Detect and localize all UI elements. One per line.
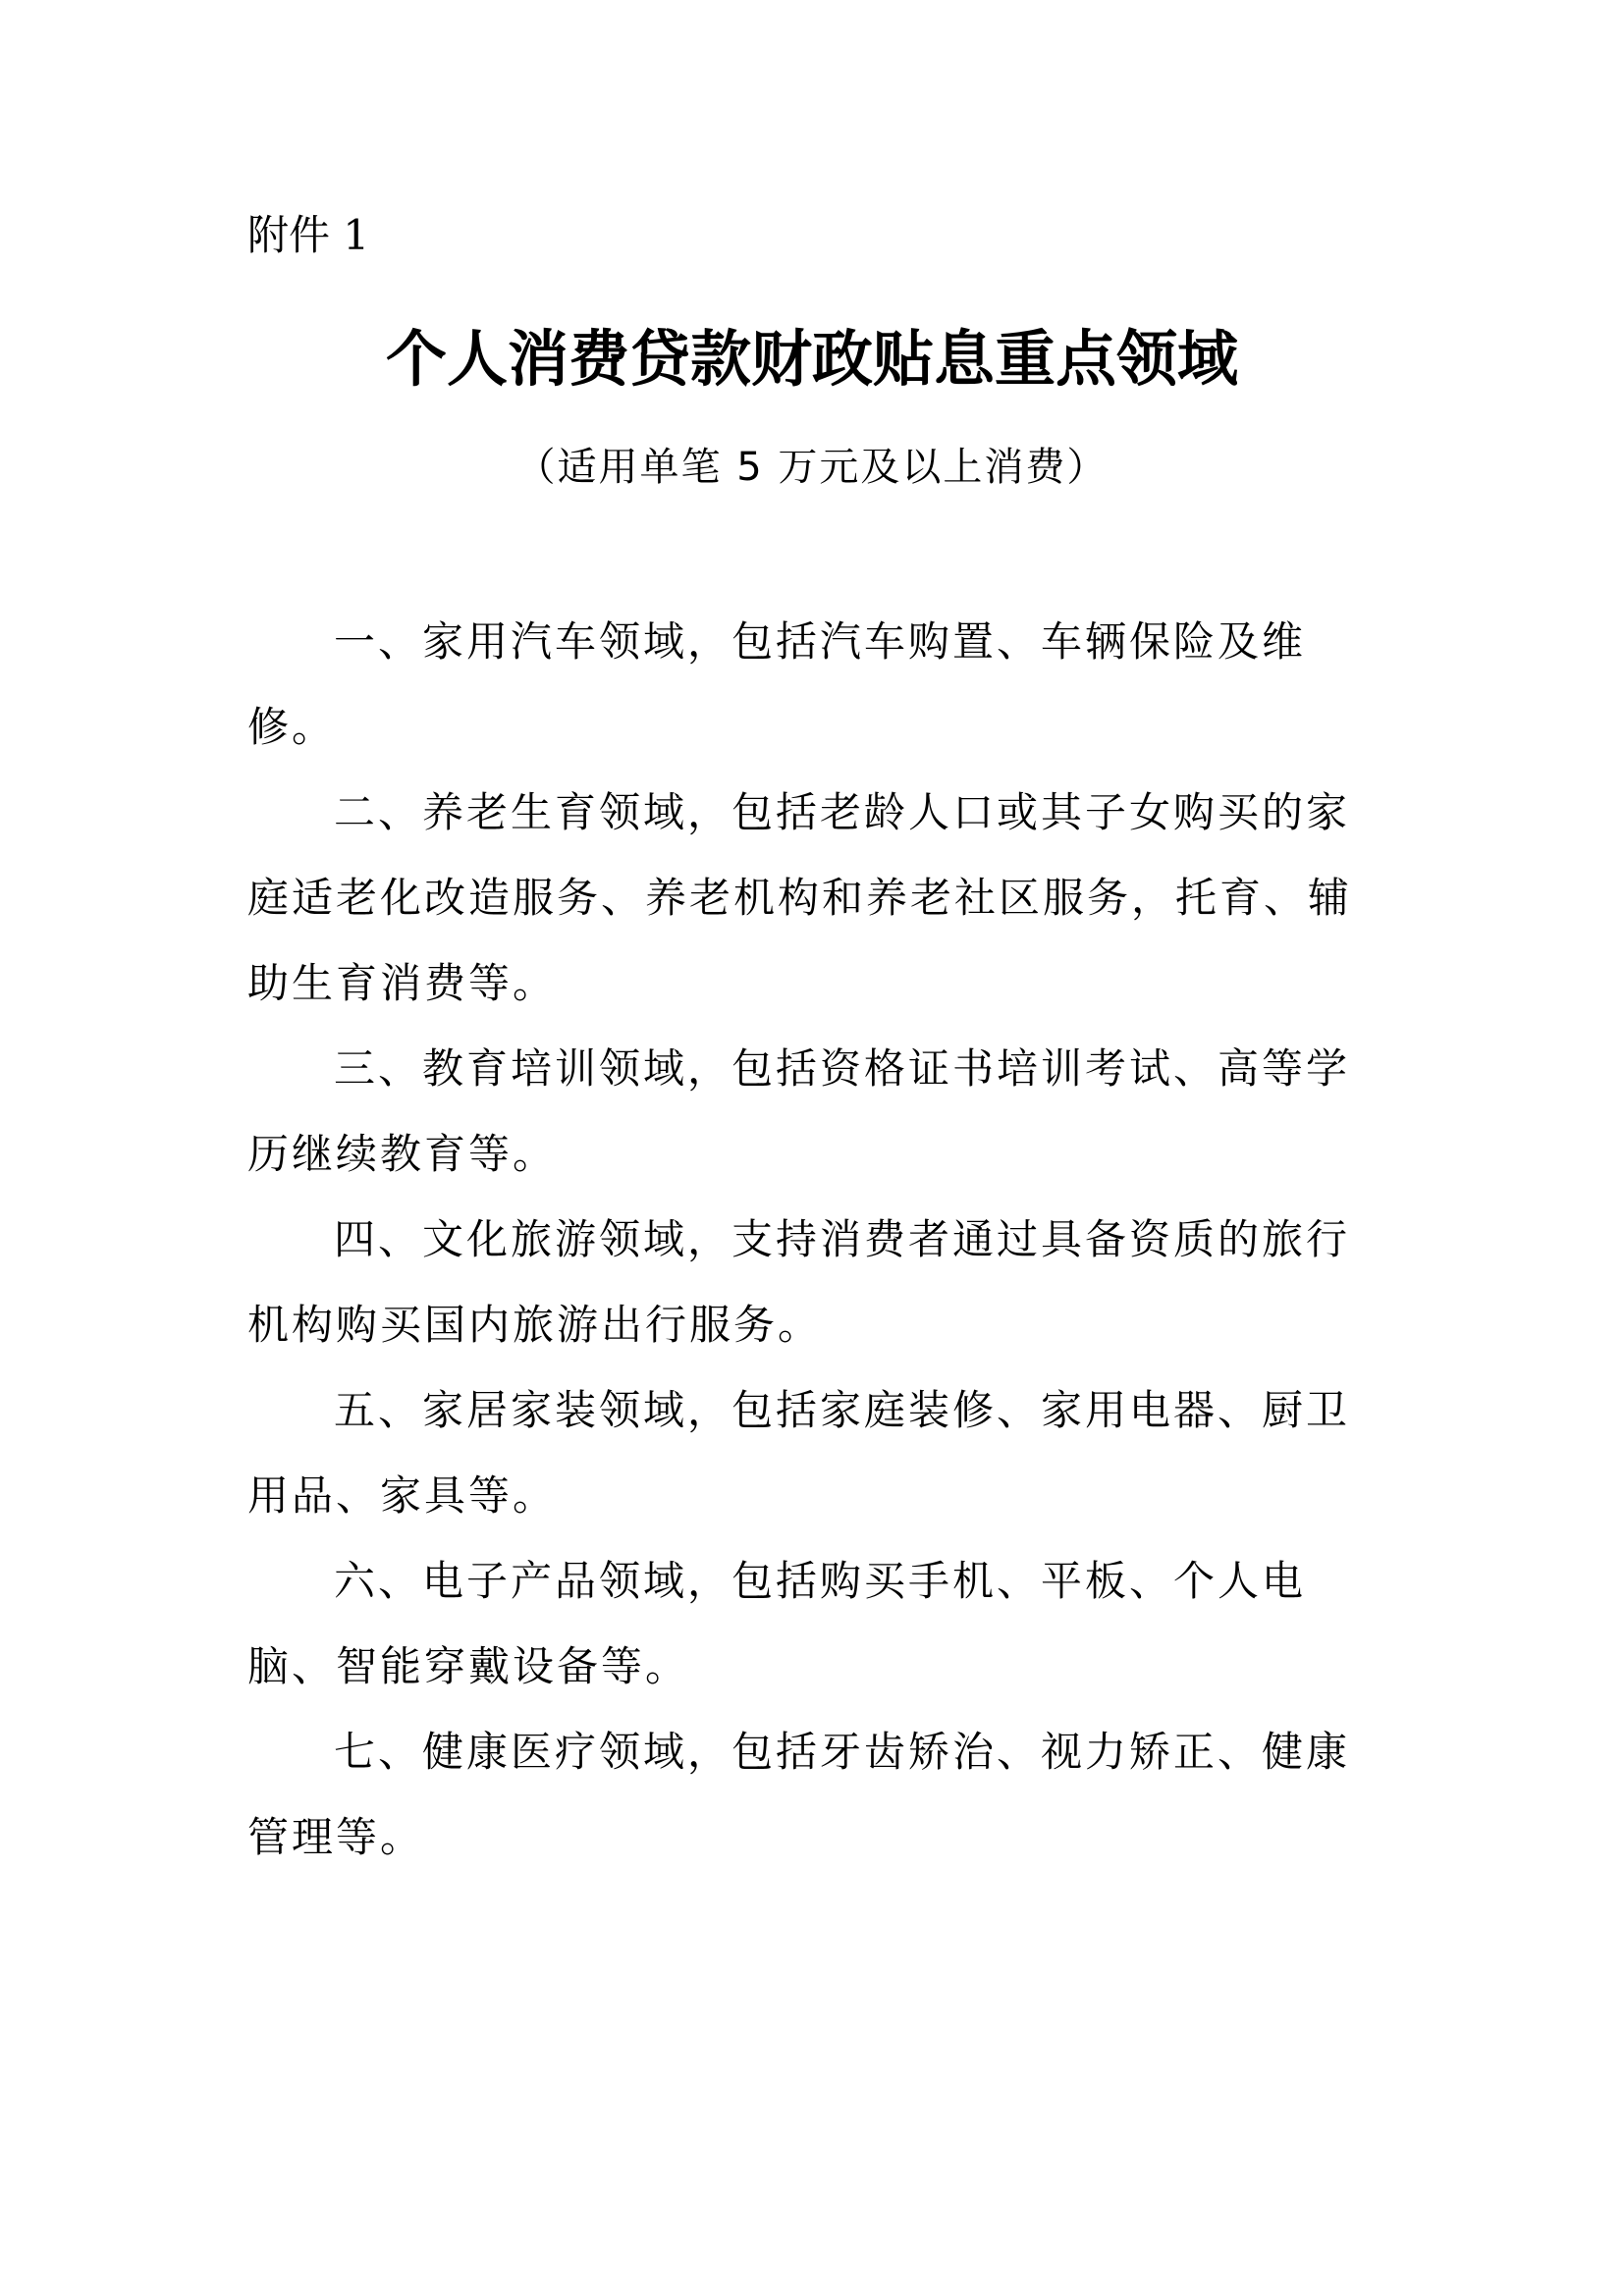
paragraph-culture-tourism: 四、文化旅游领域，支持消费者通过具备资质的旅行机构购买国内旅游出行服务。	[247, 1215, 1351, 1349]
attachment-label: 附件 1	[247, 211, 370, 259]
paragraph-health-medical: 七、健康医疗领域，包括牙齿矫治、视力矫正、健康管理等。	[247, 1728, 1351, 1861]
paragraph-elderly-care-childbirth: 二、养老生育领域，包括老龄人口或其子女购买的家庭适老化改造服务、养老机构和养老社区服务，托育、辅助生育消费等。	[247, 788, 1353, 1007]
page-subtitle: （适用单笔 5 万元及以上消费）	[515, 445, 1109, 490]
paragraph-education-training: 三、教育培训领域，包括资格证书培训考试、高等学历继续教育等。	[247, 1044, 1351, 1178]
document-body	[247, 599, 1384, 1880]
paragraph-home-furnishing: 五、家居家装领域，包括家庭装修、家用电器、厨卫用品、家具等。	[247, 1386, 1351, 1520]
page-title: 个人消费贷款财政贴息重点领域	[385, 323, 1238, 395]
paragraph-electronics: 六、电子产品领域，包括购买手机、平板、个人电脑、智能穿戴设备等。	[247, 1557, 1307, 1690]
paragraph-household-cars: 一、家用汽车领域，包括汽车购置、车辆保险及维修。	[247, 617, 1307, 751]
